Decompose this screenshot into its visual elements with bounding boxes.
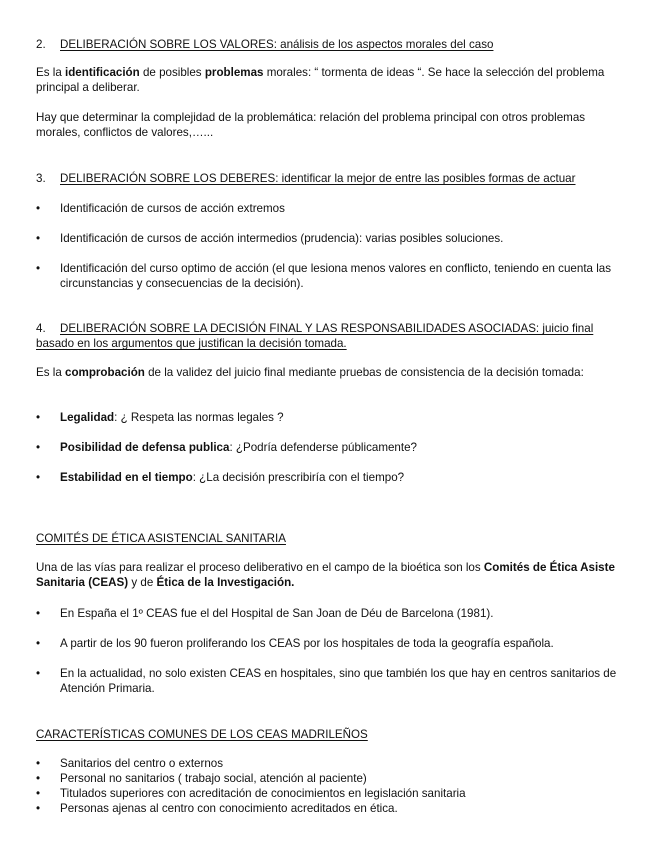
- bullet: •: [36, 787, 41, 800]
- bullet: •: [36, 262, 41, 275]
- bullet: •: [36, 411, 41, 424]
- comites-paragraph-1: Una de las vías para realizar el proceso deliberativo en el campo de la bioética son los Comités de Ética Asiste Sanitaria (CEAS) y de Ética de la Investigación.: [36, 561, 615, 589]
- bullet: •: [36, 802, 41, 815]
- keyword-etica-investigacion: Ética de la Investigación.: [156, 576, 295, 589]
- section-3-number: 3.: [36, 172, 46, 185]
- section-4-number: 4.: [36, 322, 46, 335]
- keyword-identificacion: identificación: [65, 66, 140, 79]
- bullet: •: [36, 441, 41, 454]
- section-4-heading: [36, 321, 622, 351]
- caracteristicas-heading: CARACTERÍSTICAS COMUNES DE LOS CEAS MADRILEÑOS: [36, 728, 368, 741]
- list-item: • Personas ajenas al centro con conocimiento acreditados en ética.: [36, 802, 398, 815]
- list-item: • Titulados superiores con acreditación de conocimientos en legislación sanitaria: [36, 787, 466, 800]
- bullet: •: [36, 471, 41, 484]
- list-item: • En España el 1º CEAS fue el del Hospital de San Joan de Déu de Barcelona (1981).: [36, 607, 494, 620]
- comites-heading: COMITÉS DE ÉTICA ASISTENCIAL SANITARIA: [36, 532, 286, 545]
- item-label: Posibilidad de defensa publica: [60, 441, 230, 454]
- bullet: •: [36, 607, 41, 620]
- section-3-title: DELIBERACIÓN SOBRE LOS DEBERES: identificar la mejor de entre las posibles formas de actuar: [60, 172, 576, 185]
- bullet: •: [36, 232, 41, 245]
- section-2-number: 2.: [36, 38, 46, 51]
- list-item: • Identificación de cursos de acción extremos: [36, 202, 285, 215]
- bullet: •: [36, 202, 41, 215]
- list-item: • Posibilidad de defensa publica: ¿Podría defenderse públicamente?: [36, 441, 417, 454]
- section-3-heading: [36, 171, 622, 186]
- section-2-title: DELIBERACIÓN SOBRE LOS VALORES: análisis de los aspectos morales del caso: [60, 38, 494, 51]
- keyword-ceas: Comités de Ética Asiste Sanitaria (CEAS): [36, 561, 615, 589]
- list-item: • Personal no sanitarios ( trabajo social, atención al paciente): [36, 772, 367, 785]
- item-label: Estabilidad en el tiempo: [60, 471, 193, 484]
- section-4-title: DELIBERACIÓN SOBRE LA DECISIÓN FINAL Y LAS RESPONSABILIDADES ASOCIADAS: juicio final basado en los argumentos que justifican la decisión tomada.: [36, 322, 594, 350]
- list-item: • Identificación de cursos de acción intermedios (prudencia): varias posibles soluciones.: [36, 232, 504, 245]
- bullet: •: [36, 757, 41, 770]
- list-item: • Estabilidad en el tiempo: ¿La decisión prescribiría con el tiempo?: [36, 471, 405, 484]
- list-item: • Legalidad: ¿ Respeta las normas legales ?: [36, 411, 284, 424]
- keyword-comprobacion: comprobación: [65, 366, 145, 379]
- section-2-heading: [36, 37, 622, 52]
- list-item: • En la actualidad, no solo existen CEAS en hospitales, sino que también los que hay en centros sanitarios de Atención Primaria.: [36, 667, 617, 695]
- list-item: • Identificación del curso optimo de acción (el que lesiona menos valores en conflicto, teniendo en cuenta las circunstancias y consecuencias de la decisión).: [36, 262, 612, 290]
- section-2-paragraph-2: Hay que determinar la complejidad de la problemática: relación del problema principal con otros problemas morales, conflictos de valores,…...: [36, 111, 586, 139]
- bullet: •: [36, 667, 41, 680]
- list-item: • Sanitarios del centro o externos: [36, 757, 224, 770]
- section-4-paragraph-1: Es la comprobación de la validez del juicio final mediante pruebas de consistencia de la decisión tomada:: [36, 366, 584, 379]
- item-label: Legalidad: [60, 411, 115, 424]
- bullet: •: [36, 772, 41, 785]
- list-item: • A partir de los 90 fueron proliferando los CEAS por los hospitales de toda la geografía española.: [36, 637, 554, 650]
- section-2-paragraph-1: Es la identificación de posibles problemas morales: “ tormenta de ideas “. Se hace la selección del problema principal a deliberar.: [36, 66, 605, 94]
- bullet: •: [36, 637, 41, 650]
- keyword-problemas: problemas: [204, 66, 264, 79]
